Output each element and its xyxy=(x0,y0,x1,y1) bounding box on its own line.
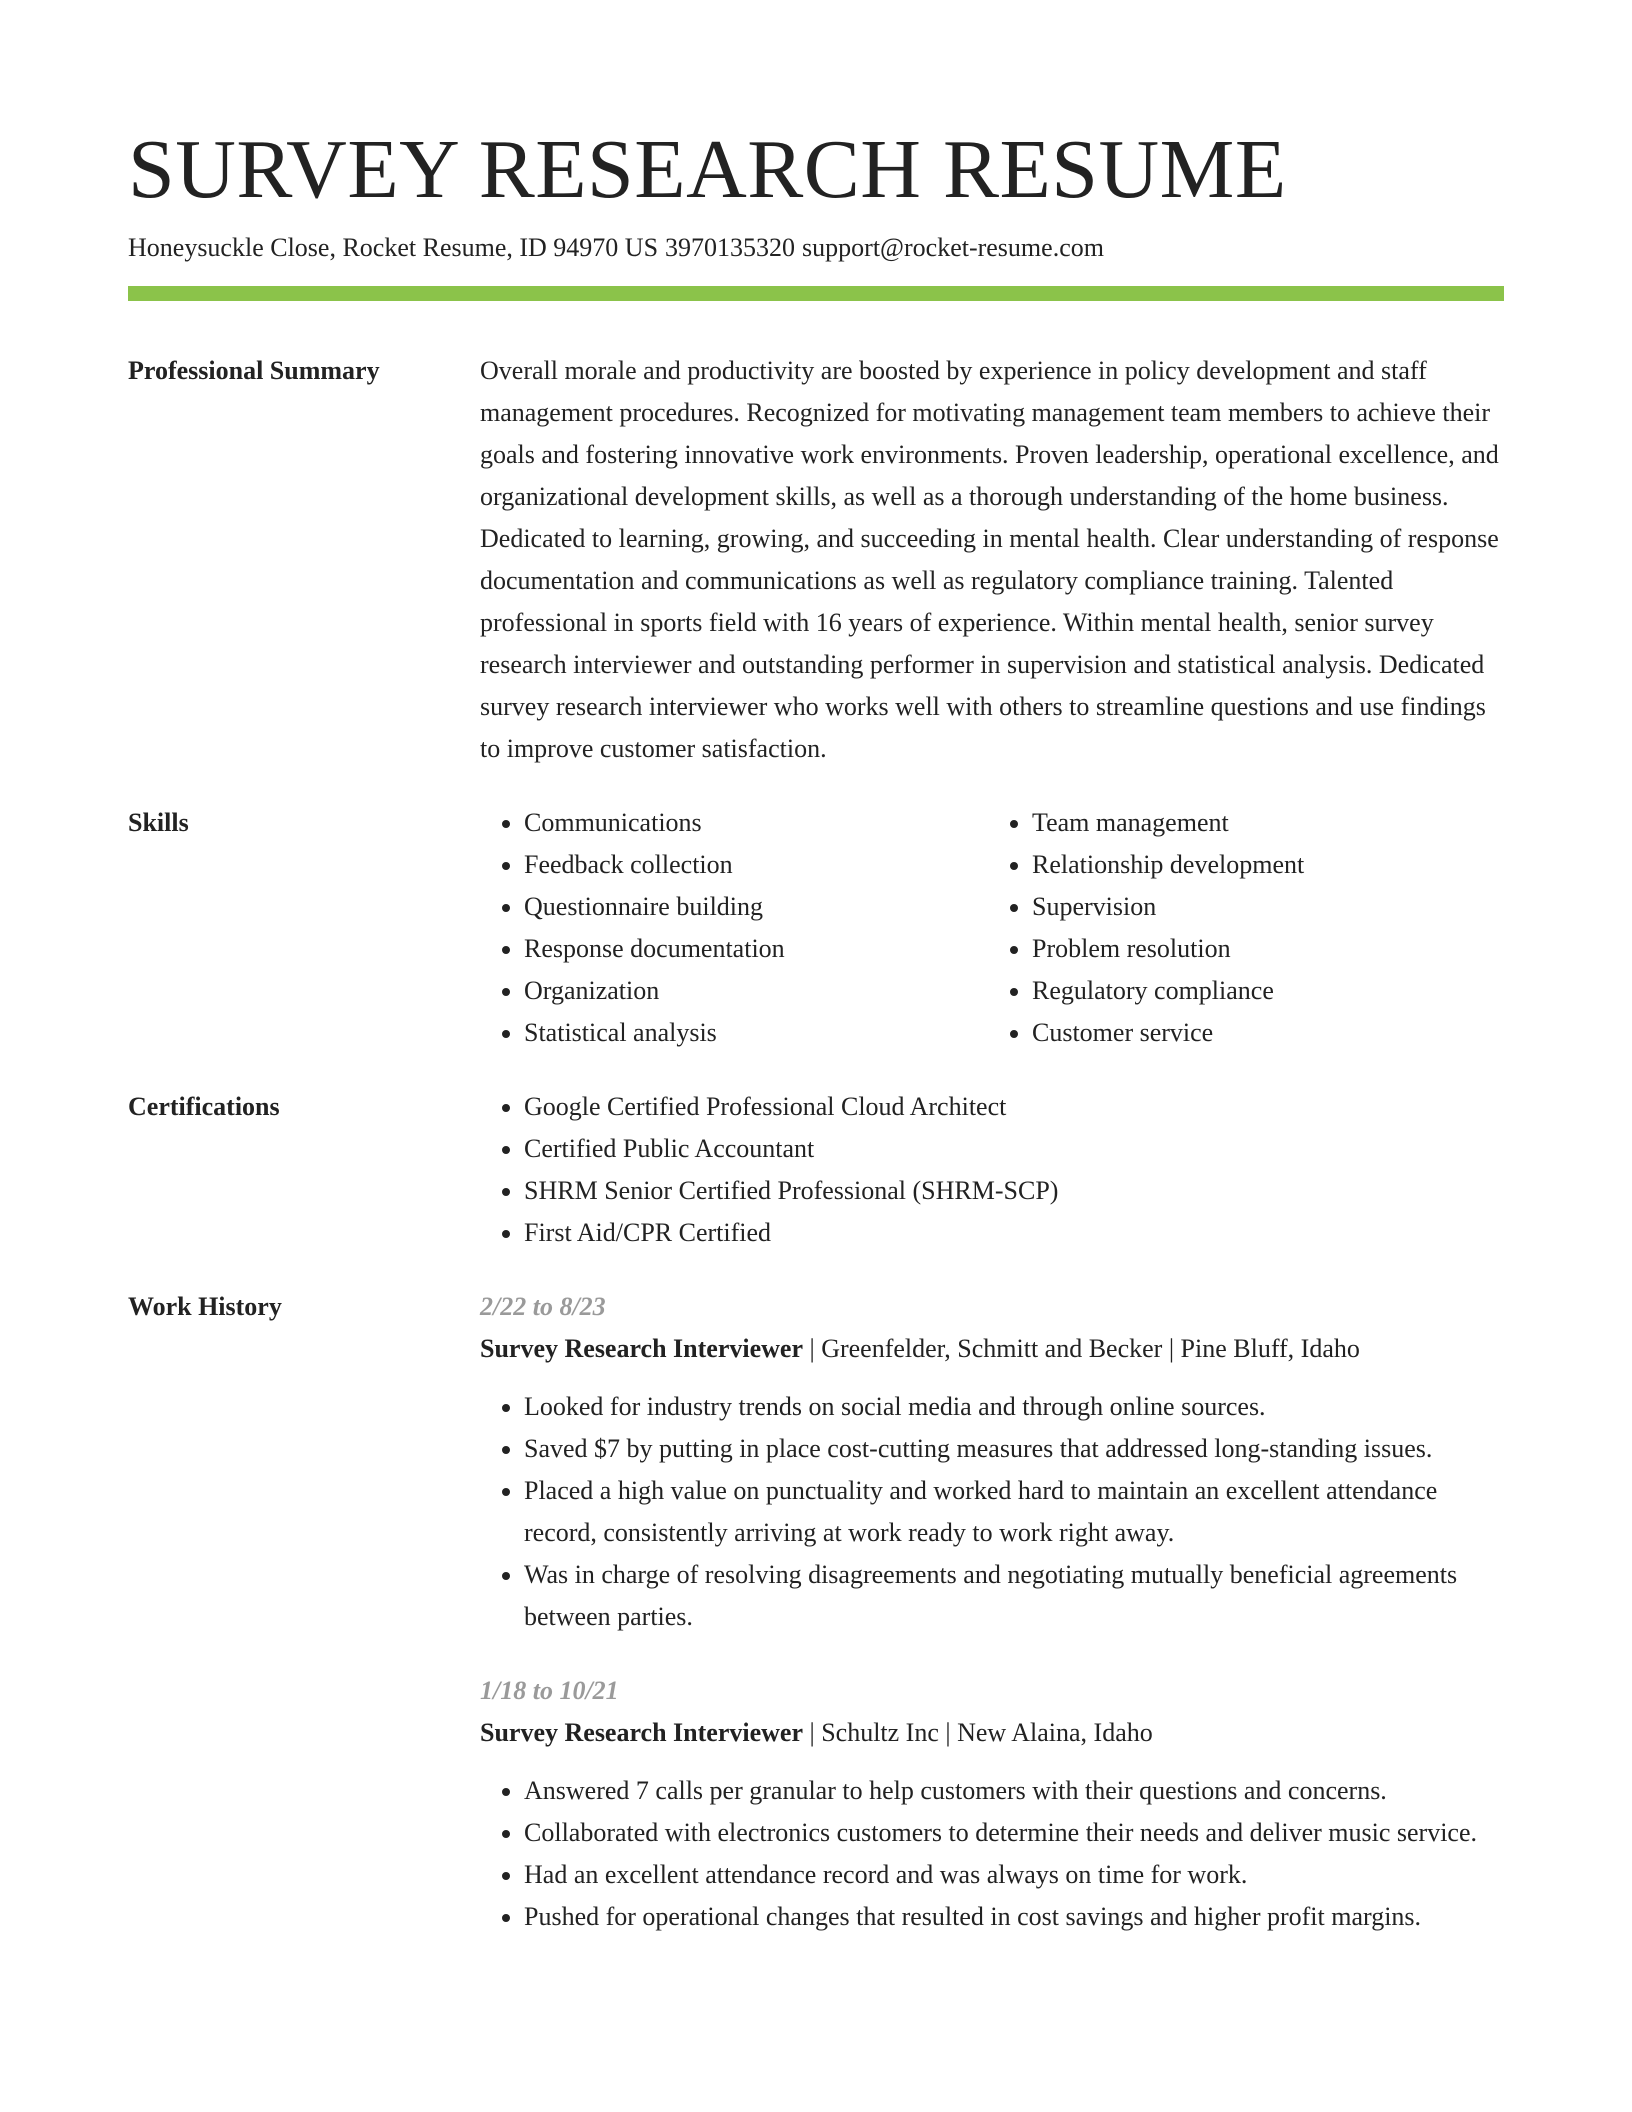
resume-content xyxy=(128,350,1504,1938)
contact-line xyxy=(128,230,1104,266)
certification-item: • Certified Public Accountant xyxy=(524,1128,1504,1170)
skill-item: • Statistical analysis xyxy=(524,1012,984,1054)
job-bullet: • Had an excellent attendance record and was always on time for work. xyxy=(524,1854,1504,1896)
job-title: Survey Research Interviewer xyxy=(480,1718,803,1747)
job-heading xyxy=(480,1712,1504,1754)
address: Honeysuckle Close, Rocket Resume, ID 94970 US xyxy=(128,233,659,262)
job-entry xyxy=(480,1670,1504,1938)
job-bullets xyxy=(480,1386,1504,1638)
job-bullet: • Answered 7 calls per granular to help customers with their questions and concerns. xyxy=(524,1770,1504,1812)
resume-title: SURVEY RESEARCH RESUME xyxy=(128,123,1287,216)
accent-divider xyxy=(128,286,1504,301)
skill-item: • Regulatory compliance xyxy=(1032,970,1492,1012)
certifications-section xyxy=(128,1086,1504,1254)
skill-item: • Communications xyxy=(524,802,984,844)
job-details: | Greenfelder, Schmitt and Becker | Pine Bluff, Idaho xyxy=(802,1334,1360,1363)
job-dates: 2/22 to 8/23 xyxy=(480,1292,606,1321)
skills-section xyxy=(128,802,1504,1054)
skill-item: • Supervision xyxy=(1032,886,1492,928)
work-history-heading: Work History xyxy=(128,1292,282,1321)
job-bullet: • Pushed for operational changes that resulted in cost savings and higher profit margins. xyxy=(524,1896,1504,1938)
summary-heading: Professional Summary xyxy=(128,356,380,385)
skill-item: • Team management xyxy=(1032,802,1492,844)
work-history-section xyxy=(128,1286,1504,1938)
summary-section xyxy=(128,350,1504,770)
certification-item: • SHRM Senior Certified Professional (SHRM-SCP) xyxy=(524,1170,1504,1212)
job-bullets xyxy=(480,1770,1504,1938)
skill-item: • Customer service xyxy=(1032,1012,1492,1054)
email: support@rocket-resume.com xyxy=(802,233,1104,262)
job-bullet: • Looked for industry trends on social media and through online sources. xyxy=(524,1386,1504,1428)
summary-text: Overall morale and productivity are boosted by experience in policy development and staff management procedures. Recognized for motivating management team members to achieve their goals and fostering innovative work environments. Proven leadership, operational excellence, and organizational development skills, as well as a thorough understanding of the home business. Dedicated to learning, growing, and succeeding in mental health. Clear understanding of response documentation and communications as well as regulatory compliance training. Talented professional in sports field with 16 years of experience. Within mental health, senior survey research interviewer and outstanding performer in supervision and statistical analysis. Dedicated survey research interviewer who works well with others to streamline questions and use findings to improve customer satisfaction. xyxy=(480,356,1499,763)
certifications-heading: Certifications xyxy=(128,1092,280,1121)
skill-item: • Feedback collection xyxy=(524,844,984,886)
certification-item: • Google Certified Professional Cloud Architect xyxy=(524,1086,1504,1128)
skill-item: • Relationship development xyxy=(1032,844,1492,886)
job-bullet: • Saved $7 by putting in place cost-cutting measures that addressed long-standing issues. xyxy=(524,1428,1504,1470)
job-bullet: • Placed a high value on punctuality and worked hard to maintain an excellent attendance record, consistently arriving at work ready to work right away. xyxy=(524,1470,1504,1554)
job-details: | Schultz Inc | New Alaina, Idaho xyxy=(802,1718,1153,1747)
certifications-list xyxy=(480,1086,1504,1254)
job-entry xyxy=(480,1286,1504,1638)
job-heading xyxy=(480,1328,1504,1370)
skill-item: • Problem resolution xyxy=(1032,928,1492,970)
skill-item: • Questionnaire building xyxy=(524,886,984,928)
job-dates: 1/18 to 10/21 xyxy=(480,1676,619,1705)
job-bullet: • Collaborated with electronics customers to determine their needs and deliver music service. xyxy=(524,1812,1504,1854)
skill-item: • Organization xyxy=(524,970,984,1012)
job-title: Survey Research Interviewer xyxy=(480,1334,803,1363)
skills-list-left xyxy=(480,802,984,1054)
skills-list-right xyxy=(984,802,1492,1054)
skills-heading: Skills xyxy=(128,808,189,837)
job-bullet: • Was in charge of resolving disagreements and negotiating mutually beneficial agreements between parties. xyxy=(524,1554,1504,1638)
skill-item: • Response documentation xyxy=(524,928,984,970)
phone: 3970135320 xyxy=(665,233,796,262)
certification-item: • First Aid/CPR Certified xyxy=(524,1212,1504,1254)
